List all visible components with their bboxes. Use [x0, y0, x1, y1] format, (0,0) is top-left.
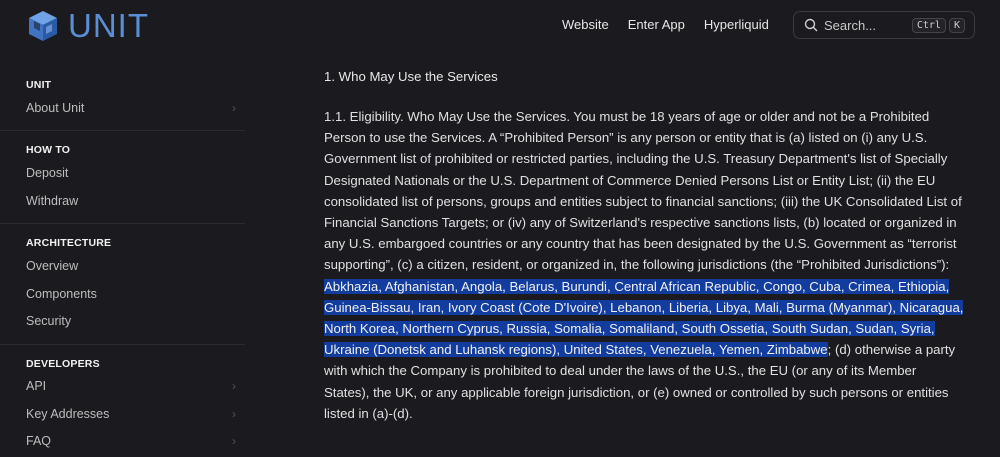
sidebar-item-label: Withdraw	[26, 194, 79, 208]
search-placeholder: Search...	[824, 17, 877, 33]
sidebar-section-how-to: HOW TO	[26, 144, 71, 156]
paragraph-text: ; (d) otherwise a party with which the Company is prohibited to deal under the laws of the U.S., the EU (or any of its Member States), the UK, or any applicable foreign jurisdiction, or (e) owned or controlled by such persons or entities listed in (a)-(d).	[324, 342, 956, 421]
sidebar-item-label: Overview	[26, 259, 79, 273]
logo[interactable]	[26, 9, 149, 43]
sidebar-item-label: About Unit	[26, 101, 85, 115]
section-heading: 1. Who May Use the Services	[324, 69, 498, 84]
sidebar-section-unit: UNIT	[26, 79, 52, 91]
chevron-right-icon: ›	[232, 407, 236, 421]
sidebar-item-key-addresses[interactable]	[26, 407, 236, 421]
search-shortcut	[912, 18, 968, 33]
top-nav	[562, 17, 769, 32]
main-content	[324, 66, 964, 424]
sidebar-item-about-unit[interactable]	[26, 101, 236, 115]
cube-logo-icon	[26, 9, 60, 43]
sidebar-item-components[interactable]	[26, 287, 236, 301]
sidebar-item-security[interactable]	[26, 314, 236, 328]
kbd-k: K	[949, 18, 965, 33]
chevron-right-icon: ›	[232, 434, 236, 448]
chevron-right-icon: ›	[232, 379, 236, 393]
sidebar-divider	[0, 130, 245, 131]
sidebar-section-developers: DEVELOPERS	[26, 358, 100, 370]
sidebar-section-architecture: ARCHITECTURE	[26, 237, 112, 249]
kbd-ctrl: Ctrl	[912, 18, 946, 33]
paragraph-text: 1.1. Eligibility. Who May Use the Services. You must be 18 years of age or older and not be a Prohibited Person to use the Services. A “Prohibited Person” is any person or entity that is (a) listed on (i) any U.S. Government list of prohibited or restricted parties, including the U.S. Treasury Department's list of Specially Designated Nationals or the U.S. Department of Commerce Denied Persons List or Entity List; (ii) the EU consolidated list of persons, groups and entities subject to financial sanctions; (iii) the UK Consolidated List of Financial Sanctions Targets; or (iv) any of Switzerland's respective sanctions lists, (b) located or organized in any U.S. embargoed countries or any country that has been designated by the U.S. Government as “terrorist supporting”, (c) a citizen, resident, or organized in, the following jurisdictions (the “Prohibited Jurisdictions”):	[324, 109, 962, 273]
sidebar-divider	[0, 223, 245, 224]
sidebar-item-label: API	[26, 379, 47, 393]
sidebar-item-label: Key Addresses	[26, 407, 110, 421]
nav-enter-app[interactable]: Enter App	[627, 17, 685, 32]
nav-website[interactable]: Website	[562, 17, 609, 32]
sidebar-item-label: Components	[26, 287, 97, 301]
search-icon	[804, 18, 818, 32]
sidebar-item-label: Security	[26, 314, 72, 328]
sidebar-item-label: FAQ	[26, 434, 52, 448]
sidebar-item-withdraw[interactable]	[26, 194, 236, 208]
nav-hyperliquid[interactable]: Hyperliquid	[703, 17, 769, 32]
sidebar	[0, 52, 245, 457]
chevron-right-icon: ›	[232, 101, 236, 115]
logo-text: UNIT	[68, 7, 149, 44]
top-header	[0, 0, 1000, 52]
eligibility-paragraph	[324, 106, 964, 424]
sidebar-item-api[interactable]	[26, 379, 236, 393]
sidebar-item-overview[interactable]	[26, 259, 236, 273]
sidebar-item-deposit[interactable]	[26, 166, 236, 180]
sidebar-item-label: Deposit	[26, 166, 69, 180]
search-box[interactable]	[793, 11, 975, 39]
sidebar-divider	[0, 344, 245, 345]
highlighted-selection: Abkhazia, Afghanistan, Angola, Belarus, Burundi, Central African Republic, Congo, Cuba, Crimea, Ethiopia, Guinea-Bissau, Iran, Ivory Coast (Cote D'Ivoire), Lebanon, Liberia, Libya, Mali, Burma (Myanmar), Nicaragua, North Korea, Northern Cyprus, Russia, Somalia, Somaliland, South Ossetia, South Sudan, Sudan, Syria, Ukraine (Donetsk and Luhansk regions), United States, Venezuela, Yemen, Zimbabwe	[324, 278, 964, 358]
sidebar-item-faq[interactable]	[26, 434, 236, 448]
